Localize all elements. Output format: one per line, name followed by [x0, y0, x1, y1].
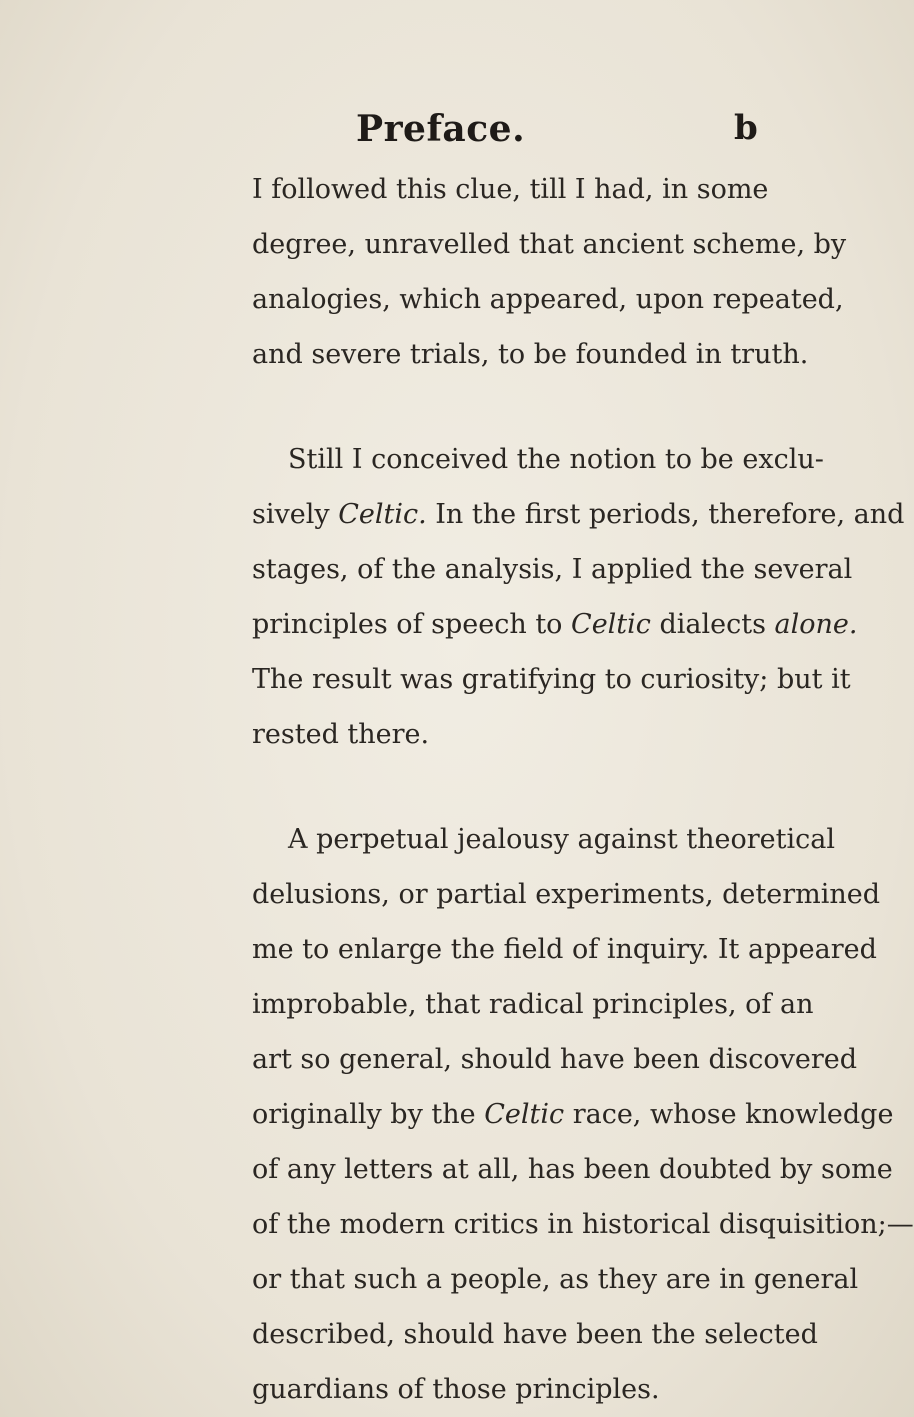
text-line: me to enlarge the field of inquiry. It appeared — [252, 934, 877, 965]
text-line: originally by the Celtic race, whose knowledge — [252, 1099, 894, 1130]
text-line: of the modern critics in historical disquisition;— — [252, 1209, 914, 1240]
text-line: I followed this clue, till I had, in some — [252, 174, 769, 205]
text-line: delusions, or partial experiments, determined — [252, 879, 881, 910]
text-line: The result was gratifying to curiosity; but it — [252, 664, 851, 695]
paragraph-gap — [252, 382, 758, 432]
text-line: Still I conceived the notion to be exclu- — [288, 444, 824, 475]
running-header — [0, 108, 800, 168]
paragraph-gap — [252, 762, 758, 812]
text-line: A perpetual jealousy against theoretical — [288, 824, 835, 855]
text-line: principles of speech to Celtic dialects alone. — [252, 609, 858, 640]
paragraph-2 — [252, 432, 905, 762]
text-line: degree, unravelled that ancient scheme, by — [252, 229, 847, 260]
text-line: analogies, which appeared, upon repeated, — [252, 284, 844, 315]
signature-mark: b — [734, 108, 758, 148]
text-line: or that such a people, as they are in general — [252, 1264, 859, 1295]
italic-term: Celtic. — [338, 499, 427, 530]
text-line: of any letters at all, has been doubted by some — [252, 1154, 893, 1185]
text-line: stages, of the analysis, I applied the several — [252, 554, 853, 585]
text-line: art so general, should have been discovered — [252, 1044, 858, 1075]
paragraph-3 — [252, 812, 914, 1417]
text-line: and severe trials, to be founded in truth. — [252, 339, 809, 370]
italic-term: Celtic — [571, 609, 651, 640]
paragraph-1 — [252, 162, 847, 382]
text-line: guardians of those principles. — [252, 1374, 660, 1405]
body-text — [252, 162, 914, 1417]
italic-term: Celtic — [484, 1099, 565, 1130]
page-title: Preface. — [356, 108, 526, 150]
text-line: improbable, that radical principles, of an — [252, 989, 814, 1020]
text-line: described, should have been the selected — [252, 1319, 818, 1350]
text-line: sively Celtic. In the first periods, therefore, and — [252, 499, 905, 530]
text-line: rested there. — [252, 719, 430, 750]
italic-term: alone. — [774, 609, 858, 640]
